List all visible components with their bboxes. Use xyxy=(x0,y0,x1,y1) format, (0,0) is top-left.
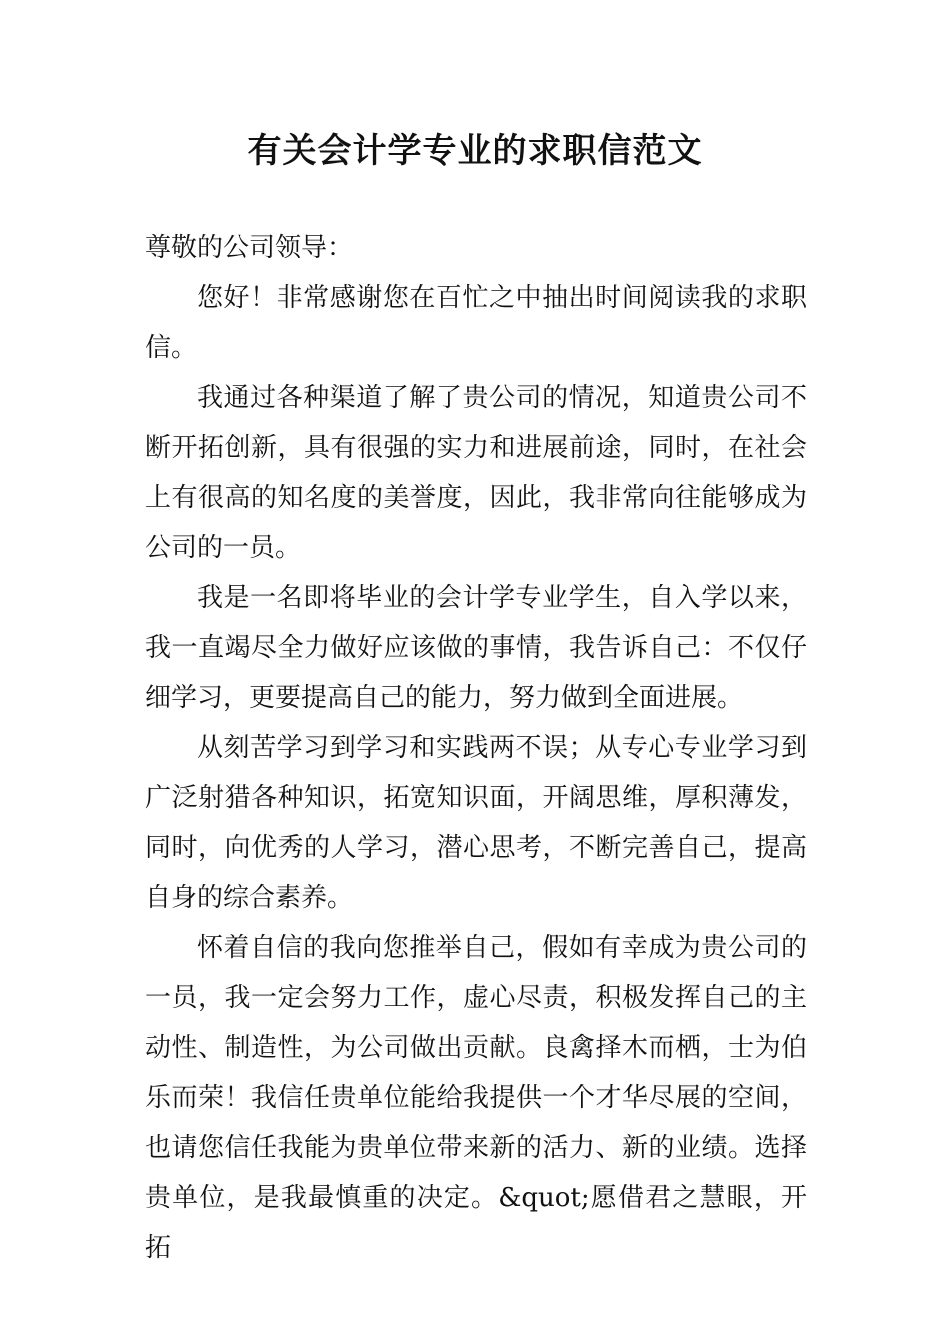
letter-body xyxy=(145,223,807,1273)
paragraph-company: 我通过各种渠道了解了贵公司的情况，知道贵公司不断开拓创新，具有很强的实力和进展前途，同时，在社会上有很高的知名度的美誉度，因此，我非常向往能够成为公司的一员。 xyxy=(145,383,807,563)
salutation: 尊敬的公司领导： xyxy=(145,233,354,263)
paragraph-self-intro: 我是一名即将毕业的会计学专业学生，自入学以来，我一直竭尽全力做好应该做的事情，我告诉自己：不仅仔细学习，更要提高自己的能力，努力做到全面进展。 xyxy=(145,583,807,713)
document-title: 有关会计学专业的求职信范文 xyxy=(247,131,703,171)
paragraph-greeting: 您好！非常感谢您在百忙之中抽出时间阅读我的求职信。 xyxy=(145,283,807,363)
paragraph-study: 从刻苦学习到学习和实践两不误；从专心专业学习到广泛射猎各种知识，拓宽知识面，开阔思维，厚积薄发，同时，向优秀的人学习，潜心思考，不断完善自己，提高自身的综合素养。 xyxy=(145,733,807,913)
paragraph-recommendation: 怀着自信的我向您推举自己，假如有幸成为贵公司的一员，我一定会努力工作，虚心尽责，积极发挥自己的主动性、制造性，为公司做出贡献。良禽择木而栖，士为伯乐而荣！我信任贵单位能给我提供一个才华尽展的空间，也请您信任我能为贵单位带来新的活力、新的业绩。选择贵单位，是我最慎重的决定。&quot;愿借君之慧眼，开拓 xyxy=(145,933,807,1263)
